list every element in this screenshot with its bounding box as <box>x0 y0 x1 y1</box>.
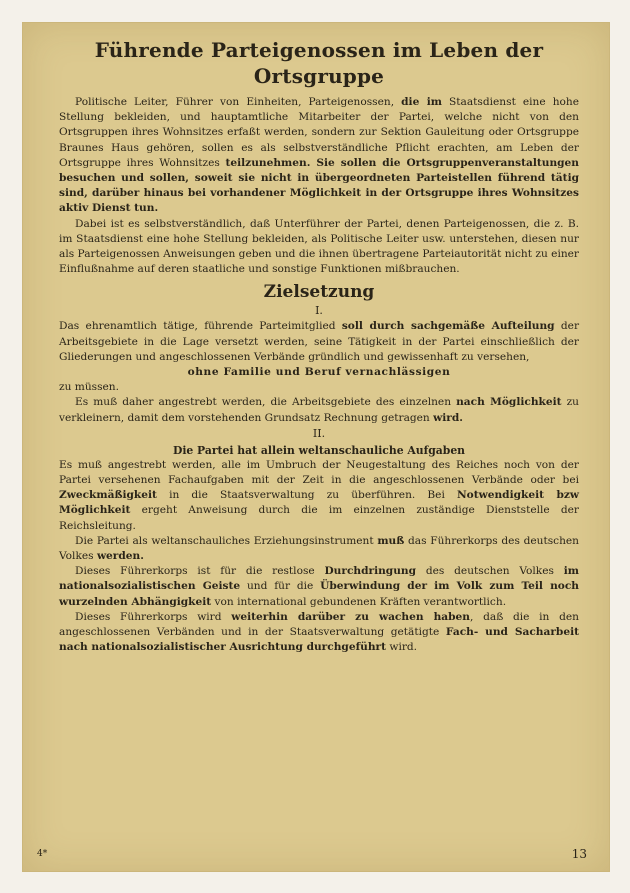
subsection-heading: Die Partei hat allein weltanschauliche Aufgaben <box>172 443 466 457</box>
bold-run: Fach- und Sacharbeit nach nationalsozialistischer Ausrichtung durchgeführt <box>59 626 579 654</box>
bold-run: im nationalsozialistischen Geiste <box>59 565 579 593</box>
bold-run: weiterhin darüber zu wachen haben <box>231 610 470 623</box>
text-run: Politische Leiter, Führer von Einheiten, Parteigenossen, <box>75 96 402 108</box>
bold-run: die im <box>401 96 442 108</box>
bold-run: ohne Familie und Beruf vernachlässigen <box>187 366 451 379</box>
text-run: zu verkleinern, damit dem vorstehenden Grundsatz Rechnung getragen <box>59 396 579 424</box>
goal-emphasis-line <box>59 365 579 380</box>
text-run: ergeht Anweisung durch die im einzelnen zuständige Dienststelle der Reichsleitung. <box>59 504 579 532</box>
goal-paragraph-1 <box>59 319 579 365</box>
goal-paragraph-1-end: zu müssen. <box>59 381 119 394</box>
goal-paragraph-2 <box>59 395 579 425</box>
signature-mark: 4* <box>37 849 48 859</box>
bold-run: Überwindung der im Volk zum Teil noch wurzelnden Abhängigkeit <box>59 580 579 608</box>
section-heading: Zielsetzung <box>263 282 375 303</box>
task-paragraph-1 <box>59 458 579 534</box>
page-number: 13 <box>571 847 587 861</box>
section-number-2: II. <box>312 426 326 440</box>
intro-paragraph-2: Dabei ist es selbstverständlich, daß Unterführer der Partei, denen Parteigenossen, die z. B. im Staatsdienst eine hohe Stellung bekleiden, als Politische Leiter usw. unterstehen, diesen nur als Parteigenossen Anweisungen geben und die ihnen übertragene Parteiautorität nicht zu einer Einflußnahme auf deren staatliche und sonstige Funktionen mißbrauchen. <box>59 217 579 276</box>
section-number-1: I. <box>315 304 323 318</box>
text-run: der Arbeitsgebiete in die Lage versetzt werden, seine Tätigkeit in der Partei einschließlich der Gliederungen und angeschlossenen Verbände gründlich und gewissenhaft zu versehen, <box>59 320 580 363</box>
bold-run: Zweckmäßigkeit <box>59 489 157 502</box>
task-paragraph-2 <box>59 534 579 564</box>
bold-run: werden. <box>96 550 144 563</box>
text-run: des deutschen Volkes <box>416 565 564 578</box>
intro-paragraph-1 <box>59 95 579 217</box>
text-run: Staatsdienst eine hohe Stellung bekleiden, und hauptamtliche Mitarbeiter der Partei, welche nicht von den Ortsgruppen ihres Wohnsitzes erfaßt werden, sondern zur Sektion Gauleitung oder Ortsgruppe Braunes Haus gehören, sollen es als selbstverständliche Pflicht erachten, am Leben der Ortsgruppe ihres Wohnsitzes <box>59 96 580 169</box>
page-content <box>59 37 579 656</box>
bold-run: muß <box>377 534 405 547</box>
bold-run: Notwendigkeit bzw Möglichkeit <box>59 489 579 517</box>
text-run: Es muß angestrebt werden, alle im Umbruch der Neugestaltung des Reiches noch von der Partei versehenen Fachaufgaben mit der Zeit in die angeschlossenen Verbände oder bei <box>59 458 579 487</box>
text-run: und für die <box>240 580 321 593</box>
bold-run: Durchdringung <box>324 565 417 578</box>
text-run: wird. <box>386 641 418 654</box>
bold-run: teilzunehmen. Sie sollen die Ortsgruppenveranstaltungen besuchen und sollen, soweit sie nicht in übergeordneten Parteistellen führend tätig sind, darüber hinaus bei vorhandener Möglichkeit in der Ortsgruppe ihres Wohnsitzes aktiv Dienst tun. <box>59 156 580 215</box>
bold-run: soll durch sachgemäße Aufteilung <box>341 320 555 333</box>
bold-run: nach Möglichkeit <box>456 396 562 409</box>
document-page <box>22 22 610 872</box>
bold-run: wird. <box>433 411 463 424</box>
text-run: , daß die in den angeschlossenen Verbänden und in der Staatsverwaltung getätigte <box>59 610 579 639</box>
text-run: Es muß daher angestrebt werden, die Arbeitsgebiete des einzelnen <box>75 396 457 409</box>
task-paragraph-4 <box>59 610 579 656</box>
text-run: Dieses Führerkorps wird <box>75 610 232 623</box>
text-run: von international gebundenen Kräften verantwortlich. <box>211 595 507 608</box>
text-run: Die Partei als weltanschauliches Erziehungsinstrument <box>75 534 378 547</box>
page-title: Führende Parteigenossen im Leben der Ortsgruppe <box>94 38 544 88</box>
task-paragraph-3 <box>59 564 579 610</box>
text-run: Dieses Führerkorps ist für die restlose <box>75 565 325 578</box>
text-run: in die Staatsverwaltung zu überführen. Bei <box>156 489 457 502</box>
text-run: das Führerkorps des deutschen Volkes <box>59 534 579 563</box>
text-run: Das ehrenamtlich tätige, führende Parteimitglied <box>59 320 342 333</box>
